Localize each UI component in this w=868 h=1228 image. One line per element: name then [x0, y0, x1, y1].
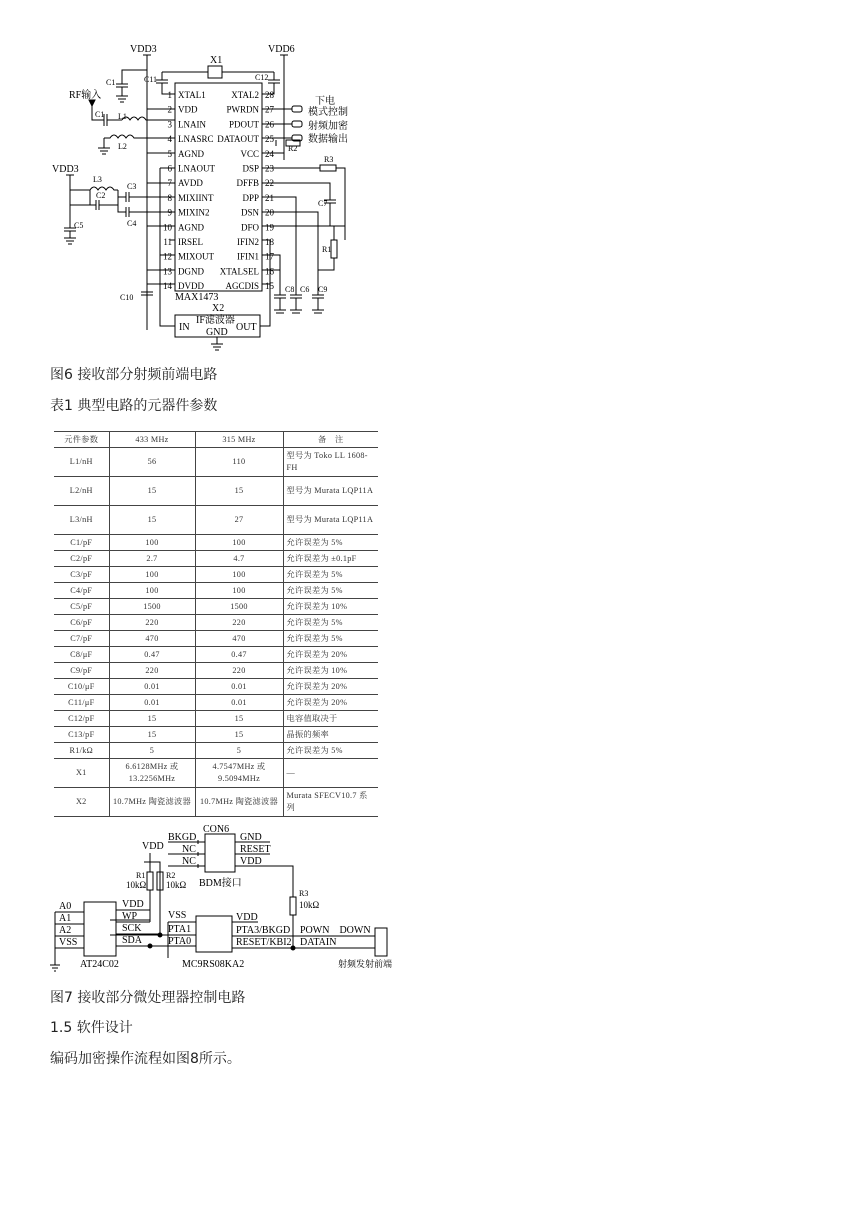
pin-name: LNAIN: [178, 119, 206, 130]
pin-number: 22: [265, 178, 274, 189]
figure-6-schematic: [0, 0, 868, 360]
pin-name: IFIN2: [237, 237, 259, 247]
sda-label: SDA: [122, 935, 143, 946]
table-cell: 10.7MHz 陶瓷滤波器: [109, 788, 195, 817]
pin-name: AGND: [178, 148, 204, 159]
table-cell: C5/pF: [54, 599, 109, 615]
table-cell: 允许误差为 5%: [283, 743, 378, 759]
table-cell: 允许误差为 10%: [283, 599, 378, 615]
pin-number: 21: [265, 192, 274, 203]
if-out-label: OUT: [236, 322, 257, 333]
pin-name: DPP: [242, 192, 259, 203]
pin-name: XTAL2: [231, 90, 259, 100]
table-cell: 2.7: [109, 551, 195, 567]
a2-label: A2: [59, 925, 72, 936]
mcu-vss-label: VSS: [168, 910, 187, 921]
table-cell: 允许误差为 20%: [283, 695, 378, 711]
table-cell: 允许误差为 20%: [283, 679, 378, 695]
table-cell: 0.01: [109, 695, 195, 711]
table-row: [54, 788, 378, 817]
pin-name: AGCDIS: [225, 281, 259, 292]
pin-number: 13: [163, 266, 172, 277]
pin-number: 9: [167, 207, 172, 218]
c11-label: C11: [144, 75, 158, 84]
if-gnd-label: GND: [206, 327, 228, 338]
table-cell: 470: [195, 631, 283, 647]
r3-label: R3: [299, 889, 309, 898]
table-row: [54, 727, 378, 743]
pin-name: MIXOUT: [178, 251, 214, 262]
pin-name: LNAOUT: [178, 163, 215, 174]
table-cell: 1500: [109, 599, 195, 615]
table-cell: 100: [195, 535, 283, 551]
pta1-label: PTA1: [168, 924, 192, 935]
mcu-name-label: MC9RS08KA2: [182, 959, 245, 970]
annotation-rf-encrypt: 射频加密: [308, 121, 348, 132]
table-cell: 允许误差为 5%: [283, 631, 378, 647]
table-cell: 允许误差为 10%: [283, 663, 378, 679]
pin-number: 5: [167, 148, 172, 159]
r1-value: 10kΩ: [126, 880, 147, 890]
table-cell: 允许误差为 5%: [283, 583, 378, 599]
bkgd-label: BKGD: [168, 832, 197, 843]
table-cell: 100: [195, 583, 283, 599]
annotation-mode-control: 模式控制: [308, 107, 348, 118]
pin-number: 16: [265, 266, 274, 277]
table-cell: 0.47: [195, 647, 283, 663]
vdd3-label: VDD3: [130, 44, 157, 55]
pin-number: 11: [163, 237, 172, 247]
l3-label: L3: [93, 175, 102, 184]
pin-number: 3: [167, 119, 172, 130]
table-cell: 15: [195, 711, 283, 727]
reset-label: RESET: [240, 844, 271, 855]
r2-label: R2: [288, 144, 298, 153]
table-cell: C7/pF: [54, 631, 109, 647]
r2-label: R2: [166, 871, 176, 880]
table-cell: 56: [109, 448, 195, 477]
table-cell: 220: [195, 615, 283, 631]
vss-label: VSS: [59, 937, 78, 948]
pin-name: IRSEL: [178, 237, 204, 247]
pin-number: 1: [167, 90, 172, 100]
table-cell: 允许误差为 ±0.1pF: [283, 551, 378, 567]
nc-label: NC: [182, 856, 196, 867]
chip-left-pins: [163, 90, 215, 291]
table-cell: 15: [195, 727, 283, 743]
wp-label: WP: [122, 911, 137, 922]
pta3-bkgd-label: PTA3/BKGD: [236, 925, 291, 936]
pin-number: 15: [265, 281, 274, 292]
table-cell: 型号为 Murata LQP11A: [283, 477, 378, 506]
pin-number: 26: [265, 119, 274, 130]
annotation-power-down: 下电: [315, 96, 335, 107]
annotation-data-out: 数据输出: [308, 134, 348, 145]
table-cell: 220: [109, 663, 195, 679]
pin-name: DVDD: [178, 281, 204, 292]
eeprom-vdd-label: VDD: [122, 899, 144, 910]
table-row: [54, 551, 378, 567]
table-cell: 晶振的频率: [283, 727, 378, 743]
table-cell: 100: [109, 535, 195, 551]
table-cell: 0.01: [195, 679, 283, 695]
c4-label: C4: [127, 219, 137, 228]
table-1-caption: 表1 典型电路的元器件参数: [50, 398, 218, 414]
table-cell: 110: [195, 448, 283, 477]
table-cell: R1/kΩ: [54, 743, 109, 759]
pin-name: VDD: [178, 104, 198, 115]
l1-label: L1: [118, 112, 127, 121]
header-cell: 315 MHz: [195, 432, 283, 448]
table-row: [54, 679, 378, 695]
pin-number: 27: [265, 104, 274, 115]
table-cell: 15: [109, 727, 195, 743]
header-cell: 元件参数: [54, 432, 109, 448]
table-cell: L2/nH: [54, 477, 109, 506]
pin-number: 24: [265, 148, 274, 159]
if-in-label: IN: [179, 322, 190, 333]
c3-label: C3: [127, 182, 137, 191]
pin-number: 10: [163, 222, 172, 233]
r3-label: R3: [324, 155, 334, 164]
table-cell: 6.6128MHz 或 13.2256MHz: [109, 759, 195, 788]
if-filter-label: IF滤波器: [196, 315, 235, 326]
table-cell: C4/pF: [54, 583, 109, 599]
table-cell: 4.7547MHz 或 9.5094MHz: [195, 759, 283, 788]
table-cell: C9/pF: [54, 663, 109, 679]
header-cell: 433 MHz: [109, 432, 195, 448]
table-cell: 5: [195, 743, 283, 759]
at24c02-chip-body: [84, 902, 116, 956]
pin-number: 20: [265, 207, 274, 218]
table-row: [54, 743, 378, 759]
vdd-label: VDD: [240, 856, 262, 867]
bdm-interface-label: BDM接口: [199, 878, 242, 889]
header-cell: 备 注: [283, 432, 378, 448]
c1-top-label: C1: [106, 78, 116, 87]
table-cell: 220: [109, 615, 195, 631]
datain-label: DATAIN: [300, 937, 337, 948]
table-cell: 电容值取决于: [283, 711, 378, 727]
table-cell: C10/μF: [54, 679, 109, 695]
table-cell: C11/μF: [54, 695, 109, 711]
x2-label: X2: [212, 303, 225, 314]
pin-number: 2: [167, 104, 172, 115]
table-cell: 220: [195, 663, 283, 679]
c10-label: C10: [120, 293, 134, 302]
nc-label: NC: [182, 844, 196, 855]
rf-input-label: RF输入: [69, 90, 102, 101]
vdd-top-label: VDD: [142, 841, 164, 852]
pin-name: DSN: [240, 207, 259, 218]
a0-label: A0: [59, 901, 72, 912]
pin-number: 12: [163, 251, 172, 262]
table-cell: C3/pF: [54, 567, 109, 583]
table-cell: 15: [109, 711, 195, 727]
pta0-label: PTA0: [168, 936, 192, 947]
table-cell: 15: [109, 506, 195, 535]
sck-label: SCK: [122, 923, 142, 934]
pin-number: 23: [265, 163, 274, 174]
table-cell: 5: [109, 743, 195, 759]
pin-name: PDOUT: [228, 119, 259, 130]
table-cell: L3/nH: [54, 506, 109, 535]
c7-label: C7: [318, 199, 328, 208]
table-cell: C6/pF: [54, 615, 109, 631]
table-cell: 0.01: [195, 695, 283, 711]
x1-label: X1: [210, 55, 223, 66]
table-cell: Murata SFECV10.7 系列: [283, 788, 378, 817]
table-row: [54, 506, 378, 535]
table-cell: 型号为 Toko LL 1608-FH: [283, 448, 378, 477]
pin-number: 19: [265, 222, 274, 233]
table-row: [54, 759, 378, 788]
c9-label: C9: [318, 285, 328, 294]
figure-7-caption: 图7 接收部分微处理器控制电路: [50, 990, 246, 1006]
r2-value: 10kΩ: [166, 880, 187, 890]
table-row: [54, 448, 378, 477]
eeprom-name-label: AT24C02: [80, 959, 119, 970]
pin-name: AGND: [178, 222, 204, 233]
pin-number: 14: [163, 281, 172, 292]
pin-name: DFFB: [236, 178, 259, 189]
pin-number: 18: [265, 237, 274, 247]
table-cell: X1: [54, 759, 109, 788]
pin-name: DGND: [178, 266, 204, 277]
table-row: [54, 663, 378, 679]
table-cell: 100: [195, 567, 283, 583]
a1-label: A1: [59, 913, 72, 924]
table-row: [54, 631, 378, 647]
table-row: [54, 647, 378, 663]
table-cell: L1/nH: [54, 448, 109, 477]
r1-label: R1: [322, 245, 332, 254]
r1-label: R1: [136, 871, 146, 880]
table-row: [54, 583, 378, 599]
table-cell: 0.01: [109, 679, 195, 695]
vdd6-label: VDD6: [268, 44, 295, 55]
pin-name: DATAOUT: [217, 134, 259, 145]
pin-name: AVDD: [178, 178, 203, 189]
reset-kbi2-label: RESET/KBI2: [236, 937, 292, 948]
table-cell: 27: [195, 506, 283, 535]
table-cell: 100: [109, 583, 195, 599]
pin-name: DFO: [240, 222, 259, 233]
table-cell: X2: [54, 788, 109, 817]
mcu-vdd-label: VDD: [236, 912, 258, 923]
r3-value: 10kΩ: [299, 900, 320, 910]
table-row: [54, 711, 378, 727]
table-cell: 允许误差为 20%: [283, 647, 378, 663]
table-cell: 100: [109, 567, 195, 583]
table-row: [54, 695, 378, 711]
section-heading: 1.5 软件设计: [50, 1020, 133, 1036]
gnd-label: GND: [240, 832, 262, 843]
chip-name-label: MAX1473: [175, 292, 219, 303]
con6-connector-body: [205, 834, 235, 872]
c5-label: C5: [74, 221, 84, 230]
table-cell: 1500: [195, 599, 283, 615]
table-row: [54, 535, 378, 551]
figure-6-caption: 图6 接收部分射频前端电路: [50, 367, 218, 383]
table-cell: C12/pF: [54, 711, 109, 727]
table-cell: 允许误差为 5%: [283, 535, 378, 551]
figure-7-schematic: [0, 820, 868, 975]
table-cell: 0.47: [109, 647, 195, 663]
table-row: [54, 599, 378, 615]
table-header-row: [54, 432, 378, 448]
table-cell: 允许误差为 5%: [283, 567, 378, 583]
pin-name: XTAL1: [178, 90, 206, 100]
pin-number: 25: [265, 134, 274, 145]
c2-label: C2: [96, 191, 106, 200]
table-cell: 10.7MHz 陶瓷滤波器: [195, 788, 283, 817]
mc9rs08ka2-chip-body: [196, 916, 232, 952]
component-parameter-table: [54, 431, 378, 817]
table-cell: 15: [195, 477, 283, 506]
c12-label: C12: [255, 73, 269, 82]
pin-name: DSP: [242, 163, 259, 174]
l2-label: L2: [118, 142, 127, 151]
pin-number: 17: [265, 251, 274, 262]
table-cell: 15: [109, 477, 195, 506]
table-cell: 允许误差为 5%: [283, 615, 378, 631]
pin-number: 7: [167, 178, 172, 189]
pin-name: XTALSEL: [219, 266, 259, 277]
pin-name: VCC: [240, 148, 259, 159]
pin-name: IFIN1: [237, 251, 259, 262]
pin-name: MIXIINT: [178, 192, 214, 203]
table-row: [54, 477, 378, 506]
c6-label: C6: [300, 285, 310, 294]
pown-down-label: POWN DOWN: [300, 925, 371, 936]
table-cell: C1/pF: [54, 535, 109, 551]
table-cell: C13/pF: [54, 727, 109, 743]
chip-right-pins: [217, 90, 274, 291]
pin-number: 8: [167, 192, 172, 203]
table-cell: C2/pF: [54, 551, 109, 567]
table-cell: 4.7: [195, 551, 283, 567]
pin-name: MIXIN2: [178, 207, 210, 218]
body-paragraph: 编码加密操作流程如图8所示。: [50, 1051, 241, 1067]
pin-number: 28: [265, 90, 274, 100]
table-row: [54, 615, 378, 631]
c1-label: C1: [95, 110, 105, 119]
table-row: [54, 567, 378, 583]
table-cell: 型号为 Murata LQP11A: [283, 506, 378, 535]
c8-label: C8: [285, 285, 295, 294]
rf-front-label: 射频发射前端: [338, 959, 393, 969]
con6-label: CON6: [203, 824, 230, 835]
pin-name: LNASRC: [178, 134, 214, 145]
table-cell: —: [283, 759, 378, 788]
vdd3-left-label: VDD3: [52, 164, 79, 175]
pin-name: PWRDN: [226, 104, 259, 115]
table-cell: C8/μF: [54, 647, 109, 663]
pin-number: 4: [167, 134, 172, 145]
table-cell: 470: [109, 631, 195, 647]
rf-front-connector-body: [375, 928, 387, 956]
pin-number: 6: [167, 163, 172, 174]
